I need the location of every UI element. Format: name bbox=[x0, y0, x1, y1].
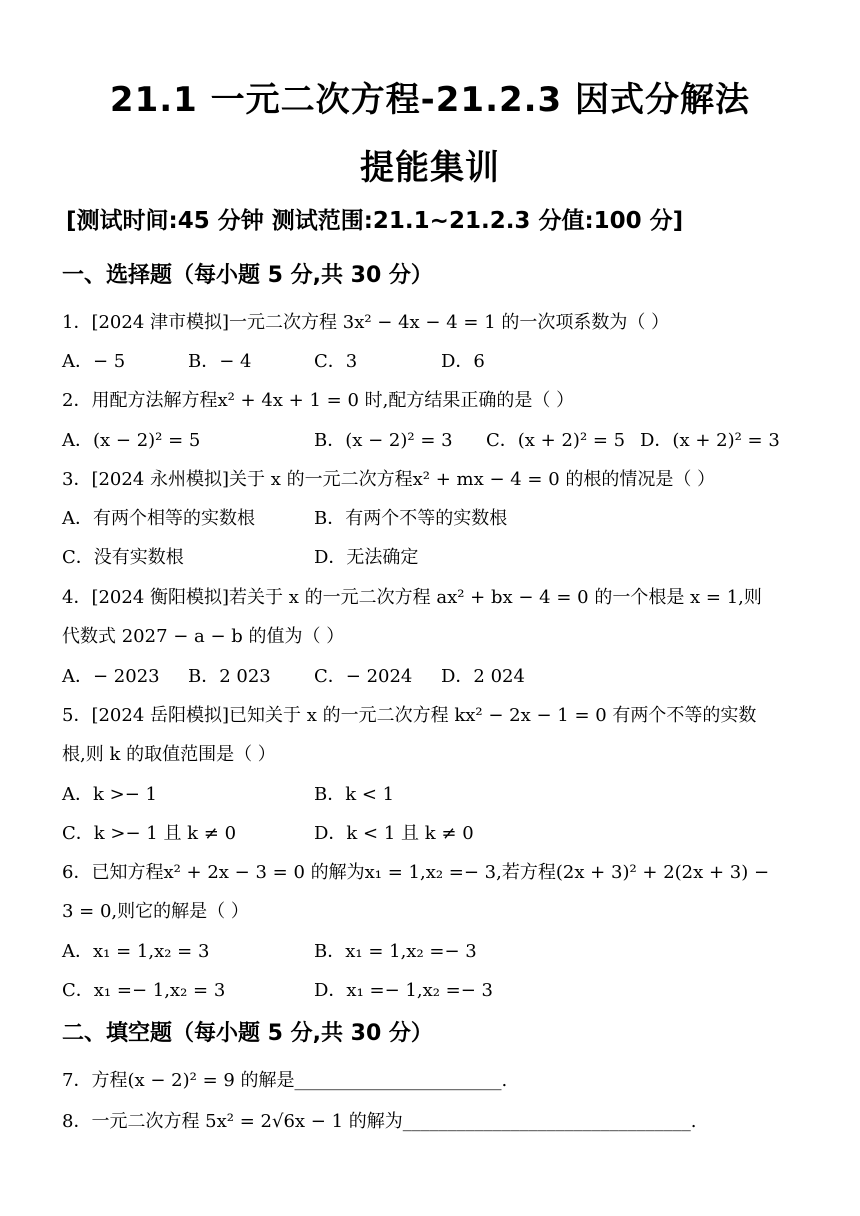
question-1-stem: 1．[2024 津市模拟]一元二次方程 3x² − 4x − 4 = 1 的一次项系数为（ ） bbox=[62, 312, 670, 333]
question-1-option-c: C．3 bbox=[314, 351, 358, 372]
question-5-option-a: A．k >− 1 bbox=[62, 784, 157, 805]
question-5-option-c: C．k >− 1 且 k ≠ 0 bbox=[62, 823, 237, 844]
question-2-option-d: D．(x + 2)² = 3 bbox=[640, 430, 780, 451]
question-2-option-b: B．(x − 2)² = 3 bbox=[314, 430, 453, 451]
page-title: 21.1 一元二次方程-21.2.3 因式分解法 bbox=[109, 80, 751, 120]
test-info: [测试时间:45 分钟 测试范围:21.1~21.2.3 分值:100 分] bbox=[66, 208, 684, 234]
question-4-option-c: C．− 2024 bbox=[314, 666, 413, 687]
question-3-stem: 3．[2024 永州模拟]关于 x 的一元二次方程x² + mx − 4 = 0 的根的情况是（ ） bbox=[62, 469, 716, 490]
question-5-stem-line2: 根,则 k 的取值范围是（ ） bbox=[62, 744, 276, 765]
question-6-stem-line2: 3 = 0,则它的解是（ ） bbox=[62, 901, 249, 922]
question-2-option-a: A．(x − 2)² = 5 bbox=[62, 430, 201, 451]
question-6-option-c: C．x₁ =− 1,x₂ = 3 bbox=[62, 980, 226, 1001]
question-1-option-b: B．− 4 bbox=[188, 351, 252, 372]
question-4-stem-line2: 代数式 2027 − a − b 的值为（ ） bbox=[62, 626, 345, 647]
question-5-option-d: D．k < 1 且 k ≠ 0 bbox=[314, 823, 474, 844]
question-4-option-b: B．2 023 bbox=[188, 666, 271, 687]
section-fill-heading: 二、填空题（每小题 5 分,共 30 分） bbox=[62, 1021, 433, 1046]
question-1-option-a: A．− 5 bbox=[62, 351, 126, 372]
page-subtitle: 提能集训 bbox=[360, 148, 500, 188]
question-3-option-d: D．无法确定 bbox=[314, 547, 419, 568]
question-6-option-b: B．x₁ = 1,x₂ =− 3 bbox=[314, 941, 477, 962]
question-6-option-a: A．x₁ = 1,x₂ = 3 bbox=[62, 941, 210, 962]
section-choice-heading: 一、选择题（每小题 5 分,共 30 分） bbox=[62, 263, 433, 288]
question-2-stem: 2．用配方法解方程x² + 4x + 1 = 0 时,配方结果正确的是（ ） bbox=[62, 390, 575, 411]
question-5-option-b: B．k < 1 bbox=[314, 784, 395, 805]
question-3-option-c: C．没有实数根 bbox=[62, 547, 184, 568]
question-6-option-d: D．x₁ =− 1,x₂ =− 3 bbox=[314, 980, 494, 1001]
question-6-stem-line1: 6．已知方程x² + 2x − 3 = 0 的解为x₁ = 1,x₂ =− 3,若方程(2x + 3)² + 2(2x + 3) − bbox=[62, 862, 770, 883]
question-1-option-d: D．6 bbox=[441, 351, 485, 372]
question-4-stem-line1: 4．[2024 衡阳模拟]若关于 x 的一元二次方程 ax² + bx − 4 = 0 的一个根是 x = 1,则 bbox=[62, 587, 762, 608]
question-3-option-a: A．有两个相等的实数根 bbox=[62, 508, 255, 529]
question-4-option-d: D．2 024 bbox=[441, 666, 525, 687]
question-2-option-c: C．(x + 2)² = 5 bbox=[486, 430, 626, 451]
question-7-stem: 7．方程(x − 2)² = 9 的解是_______________________. bbox=[62, 1070, 508, 1091]
question-4-option-a: A．− 2023 bbox=[62, 666, 160, 687]
question-8-stem: 8．一元二次方程 5x² = 2√6x − 1 的解为________________________________. bbox=[62, 1111, 697, 1132]
question-3-option-b: B．有两个不等的实数根 bbox=[314, 508, 508, 529]
question-5-stem-line1: 5．[2024 岳阳模拟]已知关于 x 的一元二次方程 kx² − 2x − 1 = 0 有两个不等的实数 bbox=[62, 705, 757, 726]
